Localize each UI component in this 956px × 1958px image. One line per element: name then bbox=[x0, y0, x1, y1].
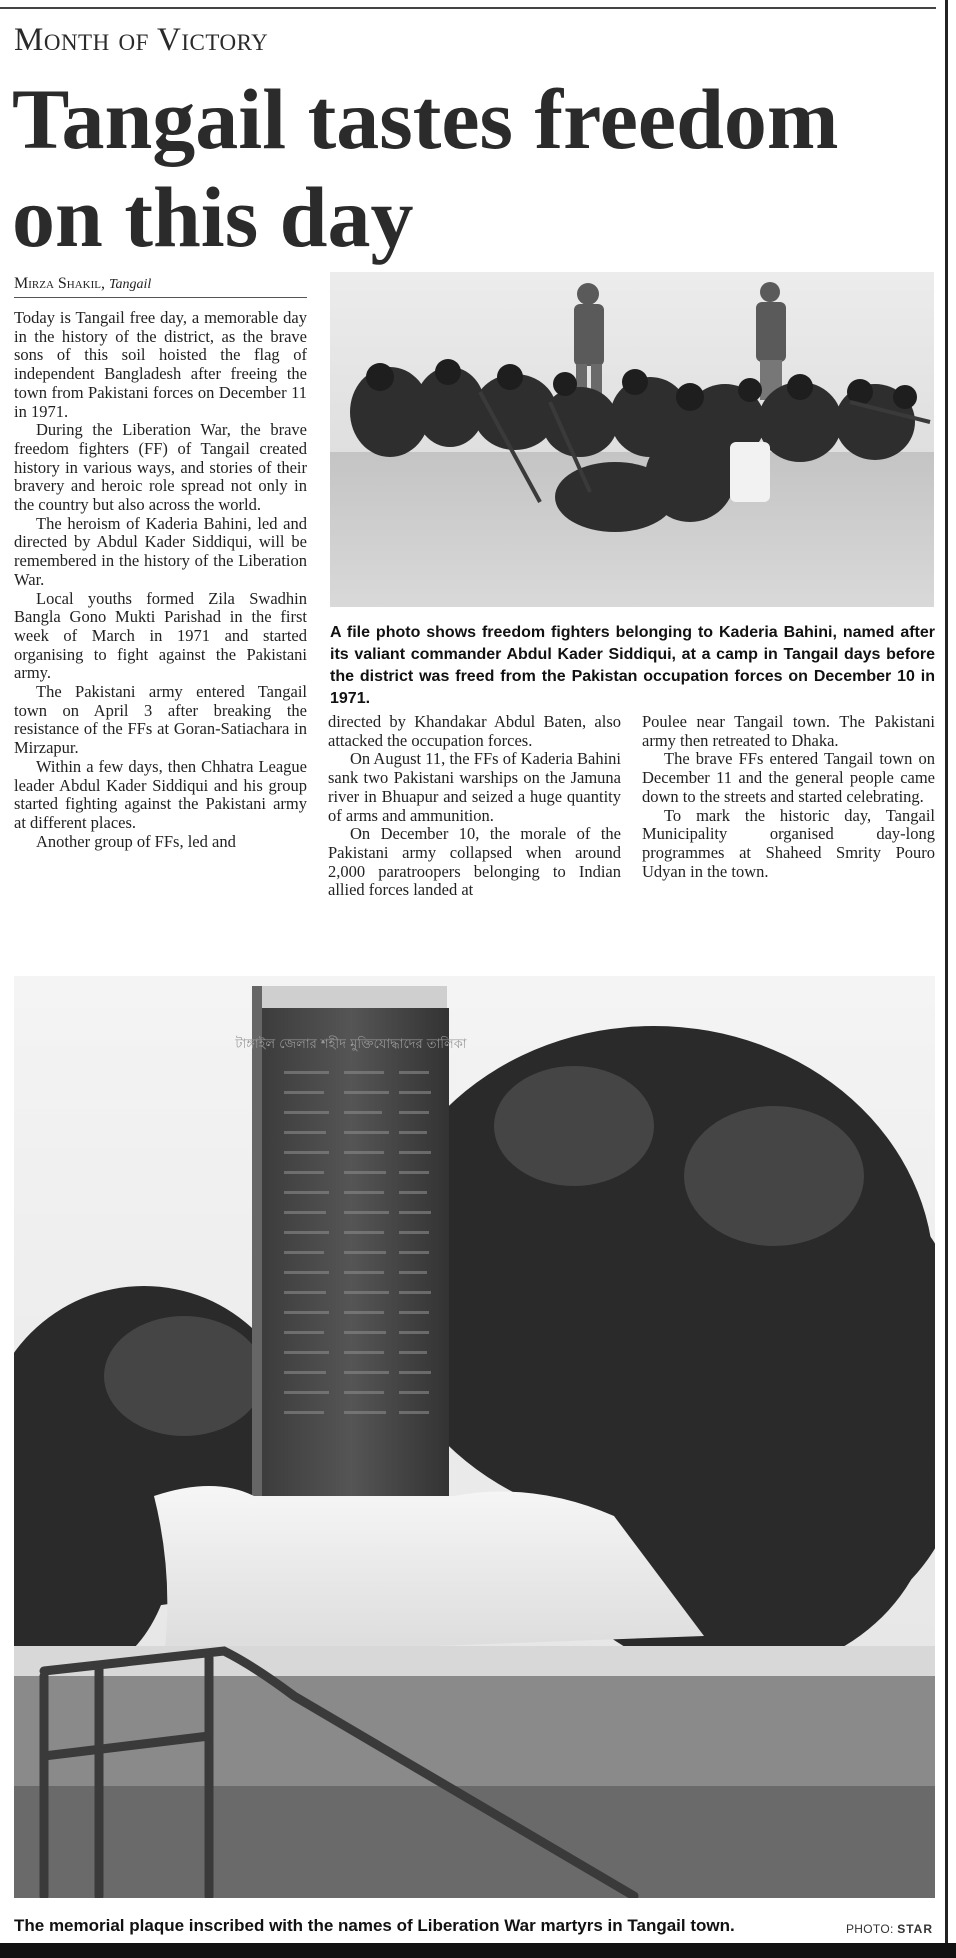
paragraph: The brave FFs entered Tangail town on December 11 and the general people came down to the streets and started celebrating. bbox=[642, 749, 935, 806]
paragraph: directed by Khandakar Abdul Baten, also attacked the occupation forces. bbox=[328, 712, 621, 750]
photo-credit-label: PHOTO: bbox=[846, 1922, 894, 1936]
headline bbox=[12, 70, 912, 266]
paragraph: The Pakistani army entered Tangail town on April 3 after breaking the resistance of the FFs at Goran-Satiachara in Mirzapur. bbox=[14, 682, 307, 758]
paragraph: Another group of FFs, led and bbox=[36, 831, 236, 851]
article-column-1 bbox=[14, 309, 307, 851]
photo-credit bbox=[846, 1922, 933, 1936]
paragraph: Today is Tangail free day, a memorable day in the history of the district, as the brave sons of this soil hoisted the flag of independent Bangladesh after freeing the town from Pakistani forces on December 11 in 1971. bbox=[14, 308, 307, 421]
paragraph: On August 11, the FFs of Kaderia Bahini sank two Pakistani warships on the Jamuna river in Bhuapur and seized a huge quantity of arms and ammunition. bbox=[328, 749, 621, 825]
article-column-3 bbox=[642, 713, 935, 881]
paragraph: The heroism of Kaderia Bahini, led and directed by Abdul Kader Siddiqui, will be remembered in the history of the Liberation War. bbox=[14, 513, 307, 589]
section-label: Month of Victory bbox=[14, 22, 269, 58]
memorial-plaque-photo-illustration bbox=[14, 976, 935, 1898]
photo-credit-source: STAR bbox=[897, 1922, 934, 1936]
byline bbox=[14, 275, 151, 293]
byline-rule bbox=[14, 297, 307, 298]
freedom-fighters-photo bbox=[330, 272, 934, 607]
paragraph: Poulee near Tangail town. The Pakistani army then retreated to Dhaka. bbox=[642, 712, 935, 750]
paragraph: To mark the historic day, Tangail Municipality organised day-long programmes at Shaheed Smrity Pouro Udyan in the town. bbox=[642, 805, 935, 881]
headline-line-1: Tangail tastes freedom bbox=[12, 71, 839, 167]
byline-place: Tangail bbox=[109, 277, 152, 292]
bottom-bar bbox=[0, 1943, 956, 1958]
byline-author: Mirza Shakil, bbox=[14, 275, 106, 292]
paragraph: Within a few days, then Chhatra League leader Abdul Kader Siddiqui and his group started fighting against the Pakistani army at different places. bbox=[14, 756, 307, 832]
page-edge-rule bbox=[945, 0, 948, 1958]
memorial-plaque-photo bbox=[14, 976, 935, 1898]
paragraph: Local youths formed Zila Swadhin Bangla Gono Mukti Parishad in the first week of March in 1971 and started organising to fight against the Pakistani army. bbox=[14, 588, 307, 683]
photo-caption-memorial: The memorial plaque inscribed with the names of Liberation War martyrs in Tangail town. bbox=[14, 1916, 735, 1935]
paragraph: On December 10, the morale of the Pakistani army collapsed when around 2,000 paratroopers belonging to Indian allied forces landed at bbox=[328, 824, 621, 900]
freedom-fighters-photo-illustration bbox=[330, 272, 934, 607]
photo-caption-freedom-fighters: A file photo shows freedom fighters belonging to Kaderia Bahini, named after its valiant commander Abdul Kader Siddiqui, at a camp in Tangail days before the district was freed from the Pakistan occupation forces on December 10 in 1971. bbox=[330, 624, 935, 707]
plaque-heading: টাঙ্গাইল জেলার শহীদ মুক্তিযোদ্ধাদের তালিকা bbox=[235, 1037, 467, 1052]
paragraph: During the Liberation War, the brave freedom fighters (FF) of Tangail created history in various ways, and stories of their bravery and heroic role spread not only in the country but also across the world. bbox=[14, 420, 307, 515]
top-rule bbox=[0, 7, 936, 9]
article-column-2 bbox=[328, 713, 621, 900]
headline-line-2: on this day bbox=[12, 169, 414, 265]
